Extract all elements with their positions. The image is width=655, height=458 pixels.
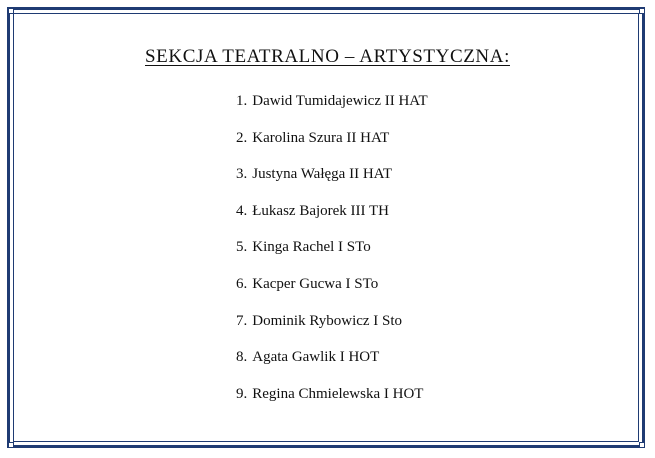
list-item-number: 8. [236,349,248,366]
list-item-name: Dominik Rybowicz I Sto [252,312,403,329]
list-item-number: 1. [236,93,248,109]
list-item [236,310,428,347]
list-item-name: Kacper Gucwa I STo [252,275,379,292]
list-item-number: 9. [236,385,248,402]
list-item-name: Regina Chmielewska I HOT [252,385,424,402]
border-corner-top-right [639,8,645,14]
list-item-name: Łukasz Bajorek III TH [252,202,390,219]
list-item [236,90,428,127]
list-item-number: 6. [236,275,248,292]
list-item-number: 3. [236,166,248,183]
list-item-number: 5. [236,239,248,256]
list-item-name: Kinga Rachel I STo [252,239,371,256]
section-title: SEKCJA TEATRALNO – ARTYSTYCZNA: [145,46,510,67]
list-item [236,236,428,273]
list-item [236,383,428,420]
list-item [236,127,428,164]
list-item-number: 7. [236,312,248,329]
list-item-number: 2. [236,129,248,146]
list-item-name: Agata Gawlik I HOT [252,349,380,366]
list-item [236,163,428,200]
list-item-name: Karolina Szura II HAT [252,129,390,146]
list-item [236,200,428,237]
list-item-name: Justyna Wałęga II HAT [252,166,392,183]
list-item-name: Dawid Tumidajewicz II HAT [252,93,428,109]
border-corner-top-left [8,8,14,14]
border-corner-bottom-left [8,442,14,448]
list-item-number: 4. [236,202,248,219]
members-list [236,90,428,419]
list-item [236,346,428,383]
border-corner-bottom-right [639,442,645,448]
list-item [236,273,428,310]
